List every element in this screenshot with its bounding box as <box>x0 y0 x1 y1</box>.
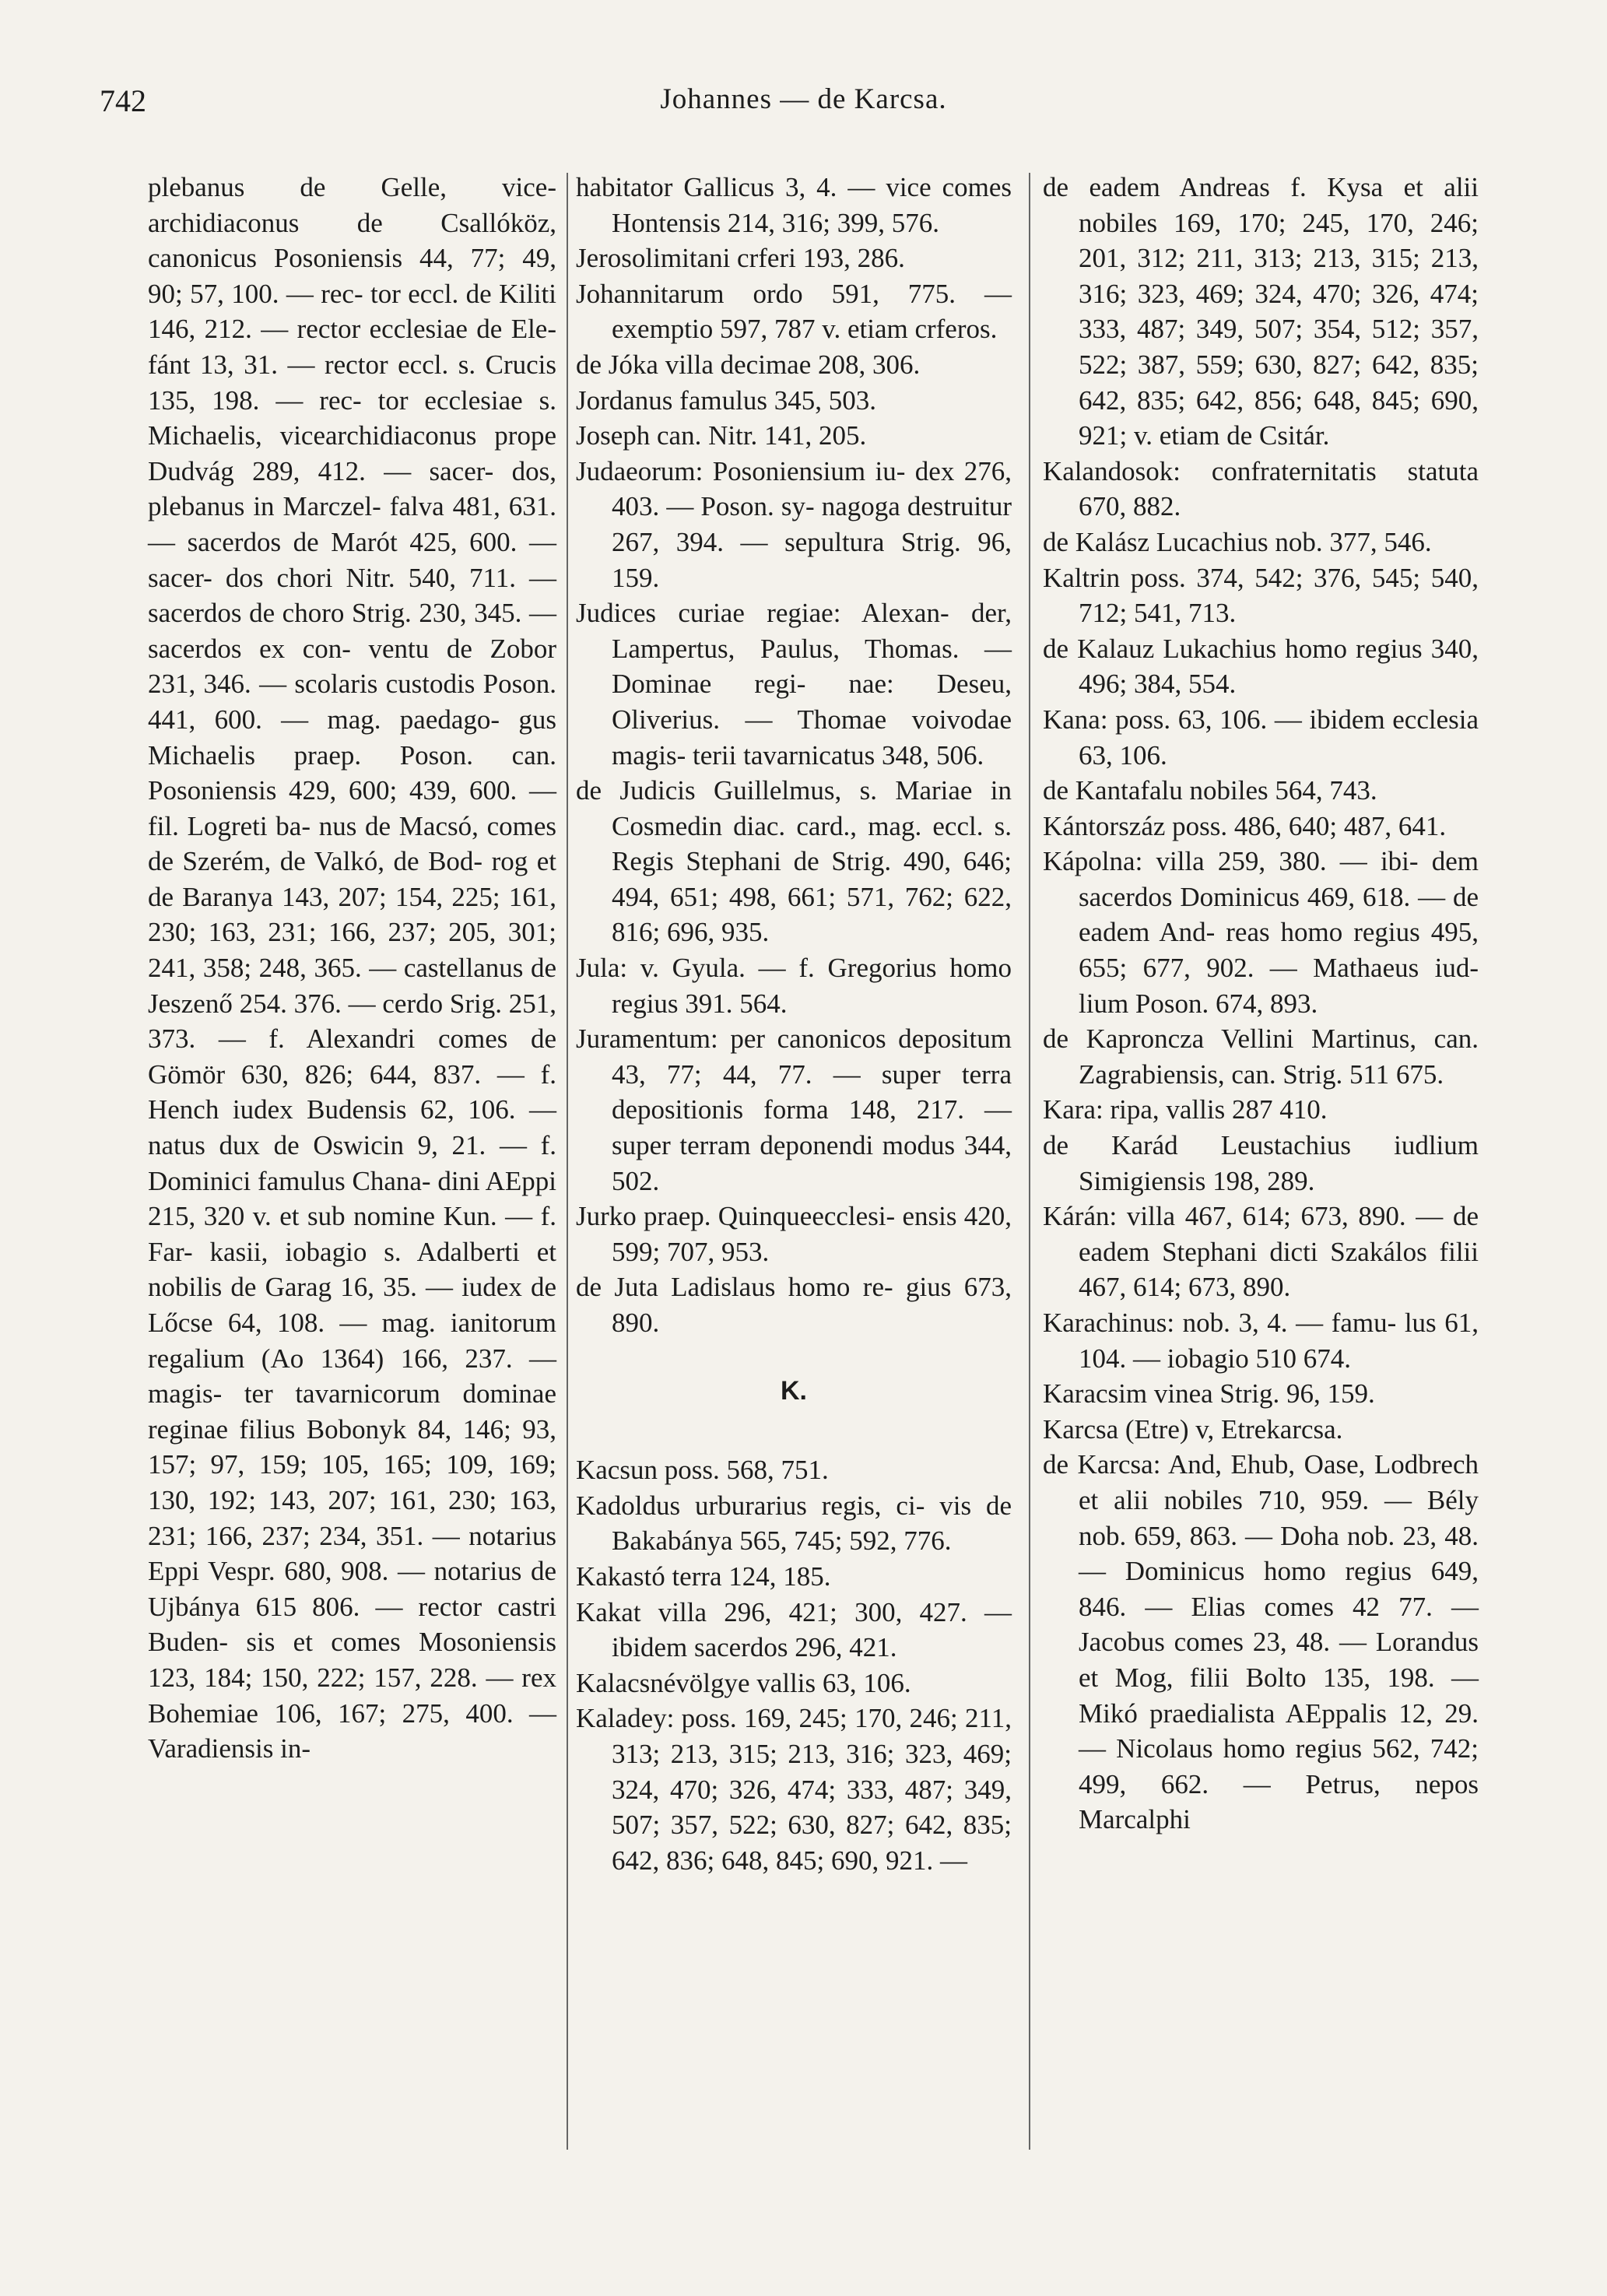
index-entry: Jurko praep. Quinqueecclesi- ensis 420, 599; 707, 953. <box>576 1201 1012 1267</box>
index-entry: de Kalász Lucachius nob. 377, 546. <box>1043 526 1432 557</box>
page-number: 742 <box>100 83 146 118</box>
index-entry: Juramentum: per canonicos depositum 43, 77; 44, 77. — super terra depositionis forma 148, 217. — super terram deponendi modus 344, 502. <box>576 1023 1012 1196</box>
column-middle <box>576 170 1012 1878</box>
index-entry: Kántorszáz poss. 486, 640; 487, 641. <box>1043 810 1447 841</box>
index-entry: de Karcsa: And, Ehub, Oase, Lodbrech et alii nobiles 710, 959. — Bély nob. 659, 863. — Doha nob. 23, 48. — Dominicus homo regius 649, 846. — Elias comes 42 77. — Jacobus comes 23, 48. — Lorandus et Mog, filii Bolto 135, 198. — Mikó praedialista AEppalis 12, 29. — Nicolaus homo regius 562, 742; 499, 662. — Petrus, nepos Marcalphi <box>1043 1449 1479 1835</box>
index-entry: de Juta Ladislaus homo re- gius 673, 890. <box>576 1272 1012 1338</box>
index-entry: Kacsun poss. 568, 751. <box>576 1455 829 1486</box>
index-entry: Kárán: villa 467, 614; 673, 890. — de eadem Stephani dicti Szakálos filii 467, 614; 673, 890. <box>1043 1201 1479 1303</box>
index-entry: Jula: v. Gyula. — f. Gregorius homo regius 391. 564. <box>576 953 1012 1019</box>
index-entry: Jerosolimitani crferi 193, 286. <box>576 243 905 274</box>
index-entry: Kakastó terra 124, 185. <box>576 1561 831 1592</box>
index-entry: Karachinus: nob. 3, 4. — famu- lus 61, 104. — iobagio 510 674. <box>1043 1308 1479 1374</box>
index-entry: Kaltrin poss. 374, 542; 376, 545; 540, 712; 541, 713. <box>1043 562 1479 629</box>
index-entry: Kápolna: villa 259, 380. — ibi- dem sacerdos Dominicus 469, 618. — de eadem And- reas homo regius 495, 655; 677, 902. — Mathaeus iud- lium Poson. 674, 893. <box>1043 846 1479 1019</box>
index-entry: de Kalauz Lukachius homo regius 340, 496; 384, 554. <box>1043 633 1479 700</box>
index-entry: de Jóka villa decimae 208, 306. <box>576 349 921 380</box>
column-rule-left <box>567 173 568 2150</box>
index-entry: Kalacsnévölgye vallis 63, 106. <box>576 1667 911 1698</box>
index-entry: Kadoldus urburarius regis, ci- vis de Bakabánya 565, 745; 592, 776. <box>576 1490 1012 1557</box>
index-entry: habitator Gallicus 3, 4. — vice comes Hontensis 214, 316; 399, 576. <box>576 172 1012 238</box>
index-entry: Judaeorum: Posoniensium iu- dex 276, 403. — Poson. sy- nagoga destruitur 267, 394. — sepultura Strig. 96, 159. <box>576 455 1012 593</box>
index-entry: de eadem Andreas f. Kysa et alii nobiles 169, 170; 245, 170, 246; 201, 312; 211, 313; 213, 315; 213, 316; 323, 469; 324, 470; 326, 474; 333, 487; 349, 507; 354, 512; 357, 522; 387, 559; 630, 827; 642, 835; 642, 835; 642, 856; 648, 845; 690, 921; v. etiam de Csitár. <box>1043 172 1479 451</box>
index-entry: Jordanus famulus 345, 503. <box>576 384 876 416</box>
index-entry: Joseph can. Nitr. 141, 205. <box>576 420 867 451</box>
column-rule-right <box>1029 173 1030 2150</box>
index-entry: Kara: ripa, vallis 287 410. <box>1043 1094 1328 1125</box>
index-entry: Karcsa (Etre) v, Etrekarcsa. <box>1043 1413 1343 1445</box>
page-header <box>0 83 1607 129</box>
index-entry: Kakat villa 296, 421; 300, 427. — ibidem sacerdos 296, 421. <box>576 1596 1012 1663</box>
index-entry: de Judicis Guillelmus, s. Mariae in Cosmedin diac. card., mag. eccl. s. Regis Stephani de Strig. 490, 646; 494, 651; 498, 661; 571, 762; 622, 816; 696, 935. <box>576 775 1012 948</box>
column-left <box>148 170 556 1767</box>
index-entry: plebanus de Gelle, vice- archidiaconus de Csallóköz, canonicus Posoniensis 44, 77; 49, 90; 57, 100. — rec- tor eccl. de Kiliti 146, 212. — rector ecclesiae de Ele- fánt 13, 31. — rector eccl. s. Crucis 135, 198. — rec- tor ecclesiae s. Michaelis, vicearchidiaconus prope Dudvág 289, 412. — sacer- dos, plebanus in Marczel- falva 481, 631. — sacerdos de Marót 425, 600. — sacer- dos chori Nitr. 540, 711. — sacerdos de choro Strig. 230, 345. — sacerdos ex con- ventu de Zobor 231, 346. — scolaris custodis Poson. 441, 600. — mag. paedago- gus Michaelis praep. Poson. can. Posoniensis 429, 600; 439, 600. — fil. Logreti ba- nus de Macsó, comes de Szerém, de Valkó, de Bod- rog et de Baranya 143, 207; 154, 225; 161, 230; 163, 231; 166, 237; 205, 301; 241, 358; 248, 365. — castellanus de Jeszenő 254. 376. — cerdo Srig. 251, 373. — f. Alexandri comes de Gömör 630, 826; 644, 837. — f. Hench iudex Budensis 62, 106. — natus dux de Oswicin 9, 21. — f. Dominici famulus Chana- dini AEppi 215, 320 v. et sub nomine Kun. — f. Far- kasii, iobagio s. Adalberti et nobilis de Garag 16, 35. — iudex de Lőcse 64, 108. — mag. ianitorum regalium (Ao 1364) 166, 237. — magis- ter tavarnicorum dominae reginae filius Bobonyk 84, 146; 93, 157; 97, 159; 105, 165; 109, 169; 130, 192; 143, 207; 161, 230; 163, 231; 166, 237; 234, 351. — notarius Eppi Vespr. 680, 908. — notarius de Ujbánya 615 806. — rector castri Buden- sis et comes Mosoniensis 123, 184; 150, 222; 157, 228. — rex Bohemiae 106, 167; 275, 400. — Varadiensis in- <box>148 172 556 1764</box>
index-entry: de Kaproncza Vellini Martinus, can. Zagrabiensis, can. Strig. 511 675. <box>1043 1023 1479 1090</box>
column-right <box>1043 170 1479 1838</box>
index-entry: de Karád Leustachius iudlium Simigiensis 198, 289. <box>1043 1130 1479 1196</box>
index-entry: Karacsim vinea Strig. 96, 159. <box>1043 1378 1375 1410</box>
index-entry: Kana: poss. 63, 106. — ibidem ecclesia 63, 106. <box>1043 704 1479 771</box>
index-entry: Kaladey: poss. 169, 245; 170, 246; 211, 313; 213, 315; 213, 316; 323, 469; 324, 470; 326, 474; 333, 487; 349, 507; 357, 522; 630, 827; 642, 835; 642, 836; 648, 845; 690, 921. — <box>576 1703 1012 1876</box>
section-letter: K. <box>781 1375 807 1406</box>
index-entry: Kalandosok: confraternitatis statuta 670, 882. <box>1043 455 1479 522</box>
index-entry: Judices curiae regiae: Alexan- der, Lampertus, Paulus, Thomas. — Dominae regi- nae: Deseu, Oliverius. — Thomae voivodae magis- terii tavarnicatus 348, 506. <box>576 598 1012 771</box>
index-entry: Johannitarum ordo 591, 775. — exemptio 597, 787 v. etiam crferos. <box>576 278 1012 345</box>
running-head: Johannes — de Karcsa. <box>660 83 947 115</box>
index-entry: de Kantafalu nobiles 564, 743. <box>1043 775 1377 806</box>
